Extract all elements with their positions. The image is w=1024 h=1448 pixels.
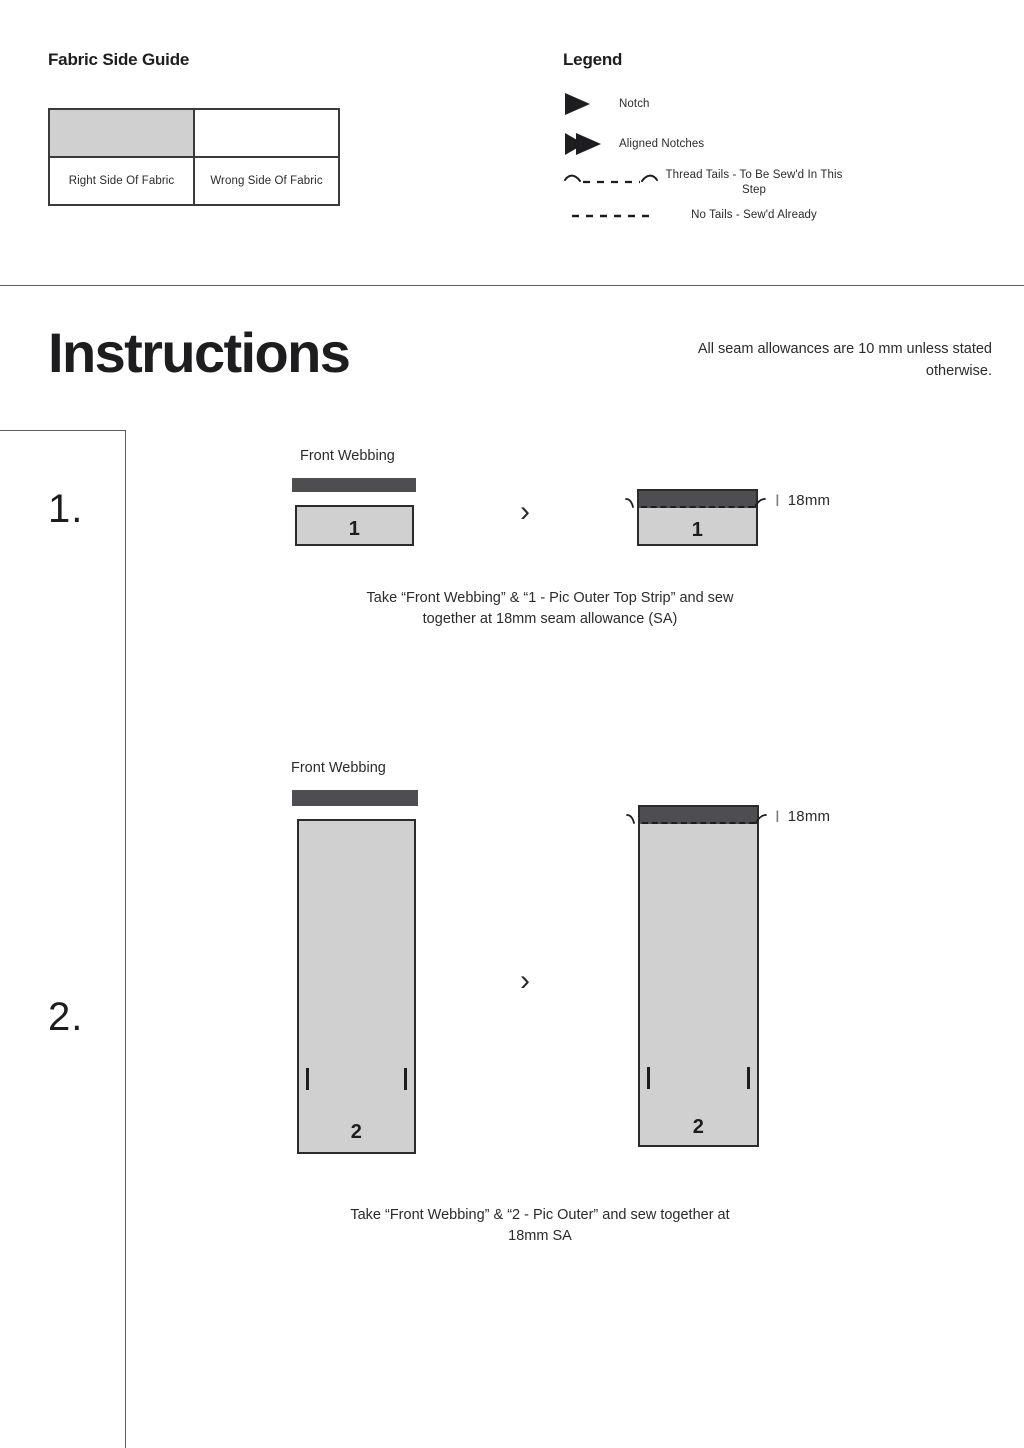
wrong-side-label: Wrong Side Of Fabric	[194, 157, 339, 205]
step-1-number: 1.	[48, 487, 84, 531]
step-2-assembled-fabric	[638, 824, 759, 1147]
step-2-thread-tail-left-icon	[625, 811, 643, 833]
legend-label: Aligned Notches	[619, 137, 705, 150]
page-title: Instructions	[48, 321, 350, 384]
step-1-webbing-strip	[292, 478, 416, 492]
step-2-notch-left-icon	[306, 1068, 309, 1090]
step-1-thread-tail-left-icon	[624, 495, 642, 517]
step-1-arrow: ›	[520, 495, 530, 528]
step-2-number: 2.	[48, 995, 84, 1039]
legend-item-notch	[563, 92, 650, 116]
step-1-assembled-fabric	[637, 508, 758, 546]
step-1-caption: Take “Front Webbing” & “1 - Pic Outer Top Strip” and sew together at 18mm seam allowance (SA)	[366, 590, 734, 627]
step-2-piece-number: 2	[350, 1121, 363, 1143]
no-tails-icon	[563, 210, 659, 222]
legend-label: No Tails - Sew'd Already	[691, 209, 817, 221]
step-2-notch-right-icon	[404, 1068, 407, 1090]
step-1-piece-number: 1	[348, 518, 361, 540]
right-side-label: Right Side Of Fabric	[49, 157, 194, 205]
step-1-piece-label: Front Webbing	[300, 448, 395, 464]
step-2-thread-tail-right-icon	[754, 811, 772, 833]
legend-item-thread-tails	[563, 168, 849, 198]
step-2-assembled-notch-right-icon	[747, 1067, 750, 1089]
step-2-assembled-number: 2	[692, 1116, 705, 1138]
step-2-arrow: ›	[520, 964, 530, 997]
wrong-side-swatch	[194, 109, 339, 157]
step-2-assembled-piece	[638, 805, 759, 1147]
notch-triangle-icon	[563, 92, 619, 116]
step-2-caption: Take “Front Webbing” & “2 - Pic Outer” and sew together at 18mm SA	[350, 1207, 730, 1244]
fabric-guide-title: Fabric Side Guide	[48, 50, 190, 69]
step-number-column	[0, 430, 126, 1448]
step-2-piece-label: Front Webbing	[291, 760, 386, 776]
step-1-thread-tail-right-icon	[753, 495, 771, 517]
step-1-seam-measurement	[775, 492, 830, 509]
step-2-stitch-line	[642, 822, 755, 824]
legend-item-aligned-notches	[563, 132, 704, 156]
step-2-seam-value: 18mm	[787, 808, 831, 825]
seam-allowance-note: All seam allowances are 10 mm unless stated otherwise.	[697, 341, 992, 379]
legend-label: Notch	[619, 97, 650, 110]
measure-bar-icon: I	[775, 491, 780, 510]
legend-label: Thread Tails - To Be Sew'd In This Step	[665, 169, 843, 196]
thread-tails-icon	[563, 172, 659, 194]
aligned-notches-icon	[563, 132, 619, 156]
step-2-assembled-notch-left-icon	[647, 1067, 650, 1089]
legend	[563, 50, 983, 221]
step-1-stitch-line	[641, 506, 754, 508]
step-1-seam-value: 18mm	[787, 492, 831, 509]
step-2-fabric-piece	[297, 819, 416, 1154]
step-1-assembled-piece	[637, 489, 758, 546]
section-divider	[0, 285, 1024, 286]
step-2-seam-measurement	[775, 808, 830, 825]
step-1-fabric-piece	[295, 505, 414, 546]
legend-title: Legend	[563, 50, 623, 69]
measure-bar-icon: I	[775, 807, 780, 826]
legend-item-no-tails	[563, 208, 849, 223]
step-2-webbing-strip	[292, 790, 418, 806]
step-1-assembled-number: 1	[691, 519, 704, 541]
